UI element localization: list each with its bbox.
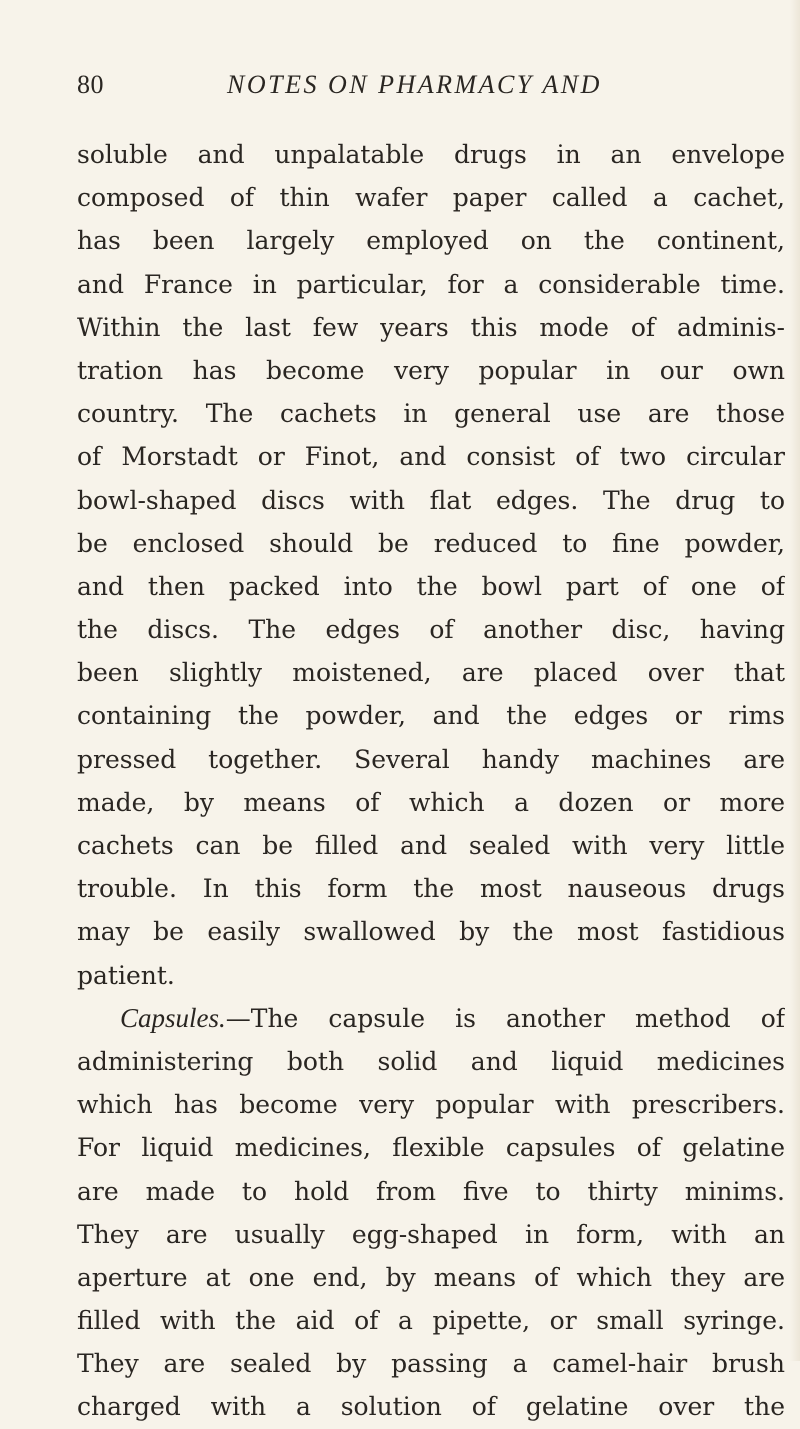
run-in-heading: Capsules. — [120, 1002, 226, 1033]
text-line: and France in particular, for a considerable time. — [77, 269, 785, 299]
running-title: NOTES ON PHARMACY AND — [227, 70, 602, 99]
text-line: been slightly moistened, are placed over that — [77, 658, 785, 688]
text-line: For liquid medicines, flexible capsules of gelatine — [77, 1133, 785, 1163]
text-line: are made to hold from five to thirty minims. — [77, 1176, 785, 1206]
text-line: has been largely employed on the continent, — [77, 226, 785, 256]
text-line: which has become very popular with prescribers. — [77, 1090, 785, 1120]
body-text — [77, 133, 785, 1429]
text-line: be enclosed should be reduced to fine powder, — [77, 528, 785, 558]
text-line: tration has become very popular in our own — [77, 355, 785, 385]
paragraph-capsules — [77, 997, 785, 1429]
text-line: of Morstadt or Finot, and consist of two circular — [77, 442, 785, 472]
paragraph-first-line — [77, 997, 785, 1040]
text-line: administering both solid and liquid medicines — [77, 1046, 785, 1076]
text-line: containing the powder, and the edges or rims — [77, 701, 785, 731]
text-line: soluble and unpalatable drugs in an envelope — [77, 140, 785, 169]
text-line: They are sealed by passing a camel-hair brush — [77, 1349, 785, 1379]
text-line: the discs. The edges of another disc, having — [77, 615, 785, 645]
first-line-text: —The capsule is another method of — [225, 1003, 785, 1033]
running-head — [77, 70, 737, 106]
text-line: charged with a solution of gelatine over the — [77, 1392, 785, 1422]
text-line: may be easily swallowed by the most fastidious — [77, 917, 785, 947]
text-line: They are usually egg-shaped in form, with an — [77, 1219, 785, 1249]
text-line: composed of thin wafer paper called a cachet, — [77, 183, 785, 213]
text-line: cachets can be filled and sealed with very little — [77, 831, 785, 860]
text-line: pressed together. Several handy machines are — [77, 744, 785, 774]
text-line: country. The cachets in general use are those — [77, 399, 785, 429]
text-line: bowl-shaped discs with flat edges. The drug to — [77, 485, 785, 515]
text-line: and then packed into the bowl part of one of — [77, 571, 785, 601]
page-edge-shadow — [790, 0, 800, 1361]
text-line: filled with the aid of a pipette, or small syringe. — [77, 1306, 785, 1336]
text-line: trouble. In this form the most nauseous drugs — [77, 874, 785, 904]
text-line-last: patient. — [77, 960, 175, 990]
page-number: 80 — [77, 70, 104, 99]
text-line: made, by means of which a dozen or more — [77, 787, 785, 817]
paragraph-cachets — [77, 133, 785, 997]
text-line: Within the last few years this mode of adminis- — [77, 312, 785, 342]
text-line: aperture at one end, by means of which they are — [77, 1262, 785, 1292]
